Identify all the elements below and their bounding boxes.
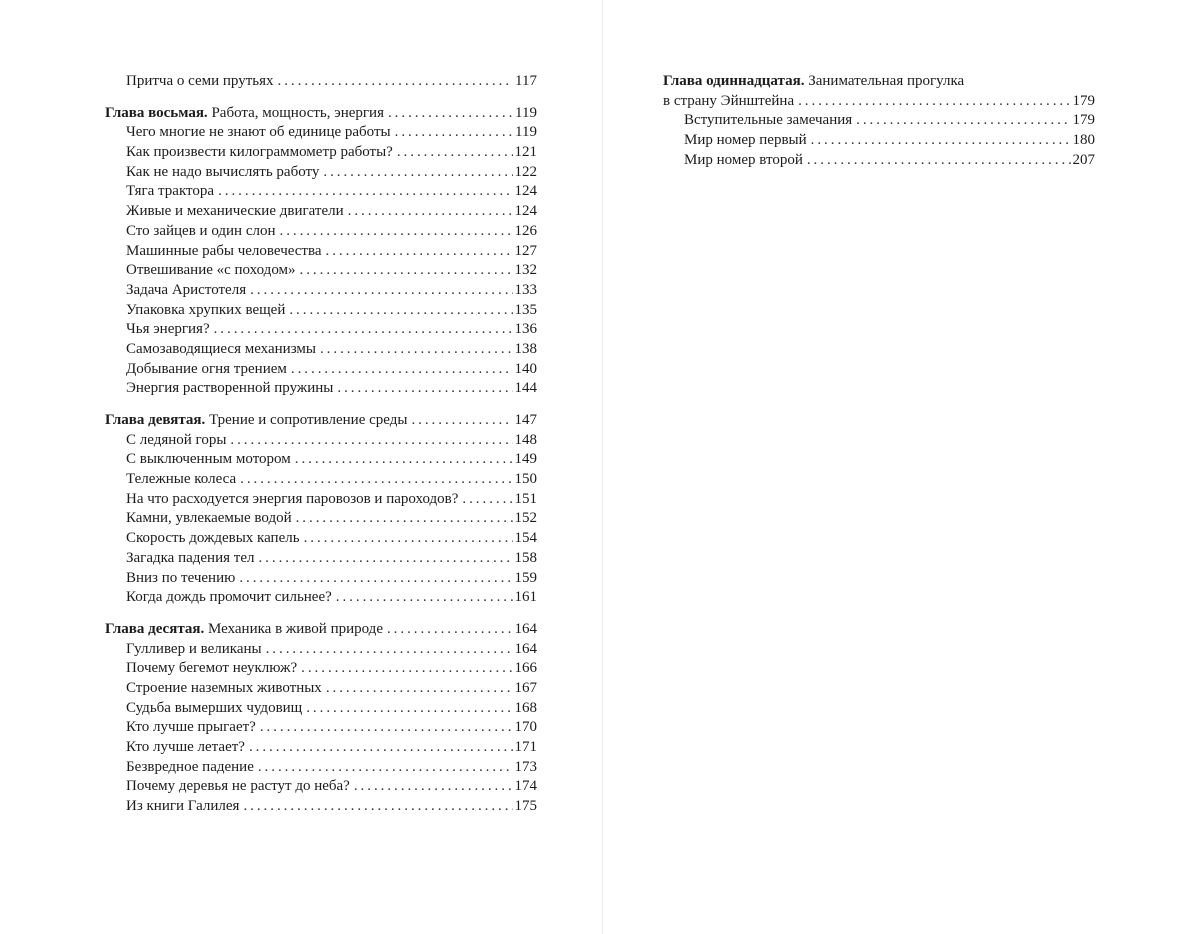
page-number: 148 (514, 431, 537, 448)
toc-entry (105, 163, 537, 183)
page-number: 179 (1072, 92, 1095, 109)
toc-entry (105, 758, 537, 778)
entry-title: Камни, увлекаемые водой (126, 510, 292, 527)
page-number: 122 (514, 163, 537, 180)
toc-entry (105, 640, 537, 660)
entry-title: Чего многие не знают об единице работы (126, 124, 391, 141)
toc-entry (105, 182, 537, 202)
dot-leader (326, 242, 513, 262)
page-number: 180 (1072, 132, 1095, 149)
dot-leader (856, 111, 1070, 131)
chapter-label: Глава десятая. (105, 620, 205, 637)
chapter-title: Работа, мощность, энергия (211, 104, 384, 121)
chapter-heading (105, 620, 383, 640)
dot-leader (306, 699, 512, 719)
entry-title: Как не надо вычислять работу (126, 163, 320, 180)
dot-leader (397, 143, 513, 163)
page-number: 124 (514, 183, 537, 200)
toc-entry (105, 699, 537, 719)
entry-title: Задача Аристотеля (126, 281, 247, 298)
toc-entry (663, 151, 1095, 171)
page-number: 170 (514, 719, 537, 736)
dot-leader (388, 104, 513, 124)
entry-title: Вниз по течению (126, 569, 236, 586)
table-of-contents-left (105, 72, 537, 817)
entry-title: Когда дождь промочит сильнее? (126, 589, 332, 606)
dot-leader (296, 509, 513, 529)
page-number: 164 (514, 620, 537, 637)
entry-title: Загадка падения тел (126, 549, 255, 566)
page-number: 171 (514, 739, 537, 755)
entry-title: Отвешивание «с походом» (126, 262, 296, 279)
toc-entry (105, 529, 537, 549)
entry-title: С ледяной горы (126, 431, 227, 448)
entry-title: Вступительные замечания (684, 112, 853, 129)
chapter-heading-row (105, 411, 537, 431)
page-number: 119 (515, 124, 537, 141)
toc-entry (105, 281, 537, 301)
entry-title: Упаковка хрупких вещей (126, 301, 286, 318)
dot-leader (387, 620, 513, 640)
dot-leader (395, 123, 513, 143)
toc-entry (105, 679, 537, 699)
entry-title: Добывание огня трением (126, 360, 287, 377)
dot-leader (323, 163, 512, 183)
dot-leader (291, 360, 513, 380)
page-number: 132 (514, 262, 537, 279)
dot-leader (258, 549, 512, 569)
page-number: 207 (1072, 151, 1095, 168)
chapter-title-line2: в страну Эйнштейна (663, 92, 795, 109)
entry-title: Судьба вымерших чудовищ (126, 699, 303, 716)
entry-title: На что расходуется энергия паровозов и пароходов? (126, 490, 459, 507)
dot-leader (337, 379, 512, 399)
dot-leader (240, 470, 512, 490)
page-number: 158 (514, 549, 537, 566)
entry-title: Безвредное падение (126, 758, 254, 775)
page-number: 126 (514, 222, 537, 239)
chapter-heading (105, 104, 384, 124)
toc-entry (105, 261, 537, 281)
entry-title: Гулливер и великаны (126, 640, 262, 657)
entry-title: Притча о семи прутьях (126, 73, 274, 89)
dot-leader (811, 131, 1071, 151)
chapter-heading-first-line (663, 72, 1095, 92)
dot-leader (320, 340, 513, 360)
toc-entry (105, 450, 537, 470)
toc-entry (105, 777, 537, 797)
chapter-label: Глава девятая. (105, 412, 206, 428)
toc-entry (663, 111, 1095, 131)
dot-leader (798, 92, 1070, 112)
page-number: 179 (1072, 112, 1095, 129)
toc-entry (105, 470, 537, 490)
chapter-title: Механика в живой природе (208, 620, 383, 637)
chapter-heading (105, 411, 407, 431)
page-number: 159 (514, 569, 537, 586)
page-number: 167 (514, 679, 537, 696)
entry-title: Скорость дождевых капель (126, 530, 300, 547)
toc-entry (105, 588, 537, 608)
entry-title: Живые и механические двигатели (126, 203, 344, 220)
entry-title: Как произвести килограммометр работы? (126, 144, 393, 161)
dot-leader (336, 588, 513, 608)
page-number: 168 (514, 699, 537, 716)
page-number: 138 (514, 340, 537, 357)
dot-leader (326, 679, 513, 699)
page-number: 166 (514, 660, 537, 677)
dot-leader (250, 281, 512, 301)
toc-entry (663, 131, 1095, 151)
toc-entry (105, 301, 537, 321)
toc-entry (105, 718, 537, 738)
dot-leader (348, 202, 513, 222)
page-number: 147 (514, 412, 537, 428)
chapter-heading-row (663, 92, 1095, 112)
toc-entry (105, 222, 537, 242)
page-number: 144 (514, 380, 537, 397)
page-number: 119 (515, 104, 537, 121)
entry-title: С выключенным мотором (126, 451, 291, 468)
right-page (603, 0, 1203, 934)
entry-title: Энергия растворенной пружины (126, 380, 334, 397)
toc-entry (105, 490, 537, 510)
entry-title: Тяга трактора (126, 183, 215, 200)
entry-title: Мир номер первый (684, 132, 807, 149)
toc-entry (105, 340, 537, 360)
dot-leader (260, 718, 513, 738)
entry-title: Строение наземных животных (126, 679, 322, 696)
page-number: 151 (514, 490, 537, 507)
page-number: 136 (514, 321, 537, 338)
page-number: 117 (515, 73, 537, 89)
dot-leader (304, 529, 513, 549)
page-number: 161 (514, 589, 537, 606)
chapter-title-line1: Занимательная прогулка (808, 73, 965, 89)
dot-leader (300, 261, 513, 281)
entry-title: Почему бегемот неуклюж? (126, 660, 298, 677)
page-number: 133 (514, 281, 537, 298)
page-number: 154 (514, 530, 537, 547)
toc-entry (105, 431, 537, 451)
dot-leader (249, 738, 513, 758)
dot-leader (243, 797, 512, 817)
dot-leader (295, 450, 513, 470)
toc-entry (105, 242, 537, 262)
entry-title: Тележные колеса (126, 471, 237, 488)
right-page-items (663, 111, 1095, 170)
chapter-label: Глава одиннадцатая. (663, 73, 805, 89)
entry-title: Из книги Галилея (126, 798, 240, 815)
dot-leader (289, 301, 512, 321)
entry-title: Кто лучше прыгает? (126, 719, 256, 736)
page-number: 164 (514, 640, 537, 657)
page-number: 135 (514, 301, 537, 318)
toc-entry (105, 549, 537, 569)
toc-entry (105, 379, 537, 399)
chapter-title: Трение и сопротивление среды (209, 412, 408, 428)
dot-leader (301, 659, 512, 679)
dot-leader (258, 758, 513, 778)
toc-entry (105, 143, 537, 163)
page-number: 124 (514, 203, 537, 220)
page-number: 149 (514, 451, 537, 468)
toc-entry (105, 509, 537, 529)
entry-title: Самозаводящиеся механизмы (126, 340, 316, 357)
dot-leader (214, 320, 513, 340)
toc-entry (105, 659, 537, 679)
dot-leader (266, 640, 513, 660)
chapter-heading-row (105, 104, 537, 124)
toc-entry (105, 360, 537, 380)
dot-leader (280, 222, 513, 242)
page-number: 173 (514, 758, 537, 775)
toc-entry (105, 738, 537, 758)
page-number: 127 (514, 242, 537, 259)
page-number: 140 (514, 360, 537, 377)
entry-title: Сто зайцев и один слон (126, 222, 276, 239)
dot-leader (218, 182, 512, 202)
toc-entry (105, 320, 537, 340)
chapter-label: Глава восьмая. (105, 104, 208, 121)
table-of-contents-right (663, 72, 1095, 170)
toc-entry (105, 797, 537, 817)
entry-title: Кто лучше летает? (126, 739, 245, 755)
toc-entry (105, 569, 537, 589)
dot-leader (230, 431, 512, 451)
dot-leader (354, 777, 513, 797)
dot-leader (411, 411, 512, 431)
page-number: 121 (514, 144, 537, 161)
entry-title: Почему деревья не растут до неба? (126, 778, 350, 795)
page-number: 152 (514, 510, 537, 527)
entry-title: Чья энергия? (126, 321, 210, 338)
dot-leader (462, 490, 512, 510)
page-number: 174 (514, 778, 537, 795)
entry-title: Мир номер второй (684, 151, 803, 168)
page-number: 175 (514, 798, 537, 815)
toc-entry (105, 123, 537, 143)
chapter-heading-row (105, 620, 537, 640)
toc-entry (105, 202, 537, 222)
entry-title: Машинные рабы человечества (126, 242, 322, 259)
dot-leader (278, 72, 514, 92)
dot-leader (807, 151, 1071, 171)
page-number: 150 (514, 471, 537, 488)
toc-entry (105, 72, 537, 92)
dot-leader (239, 569, 512, 589)
